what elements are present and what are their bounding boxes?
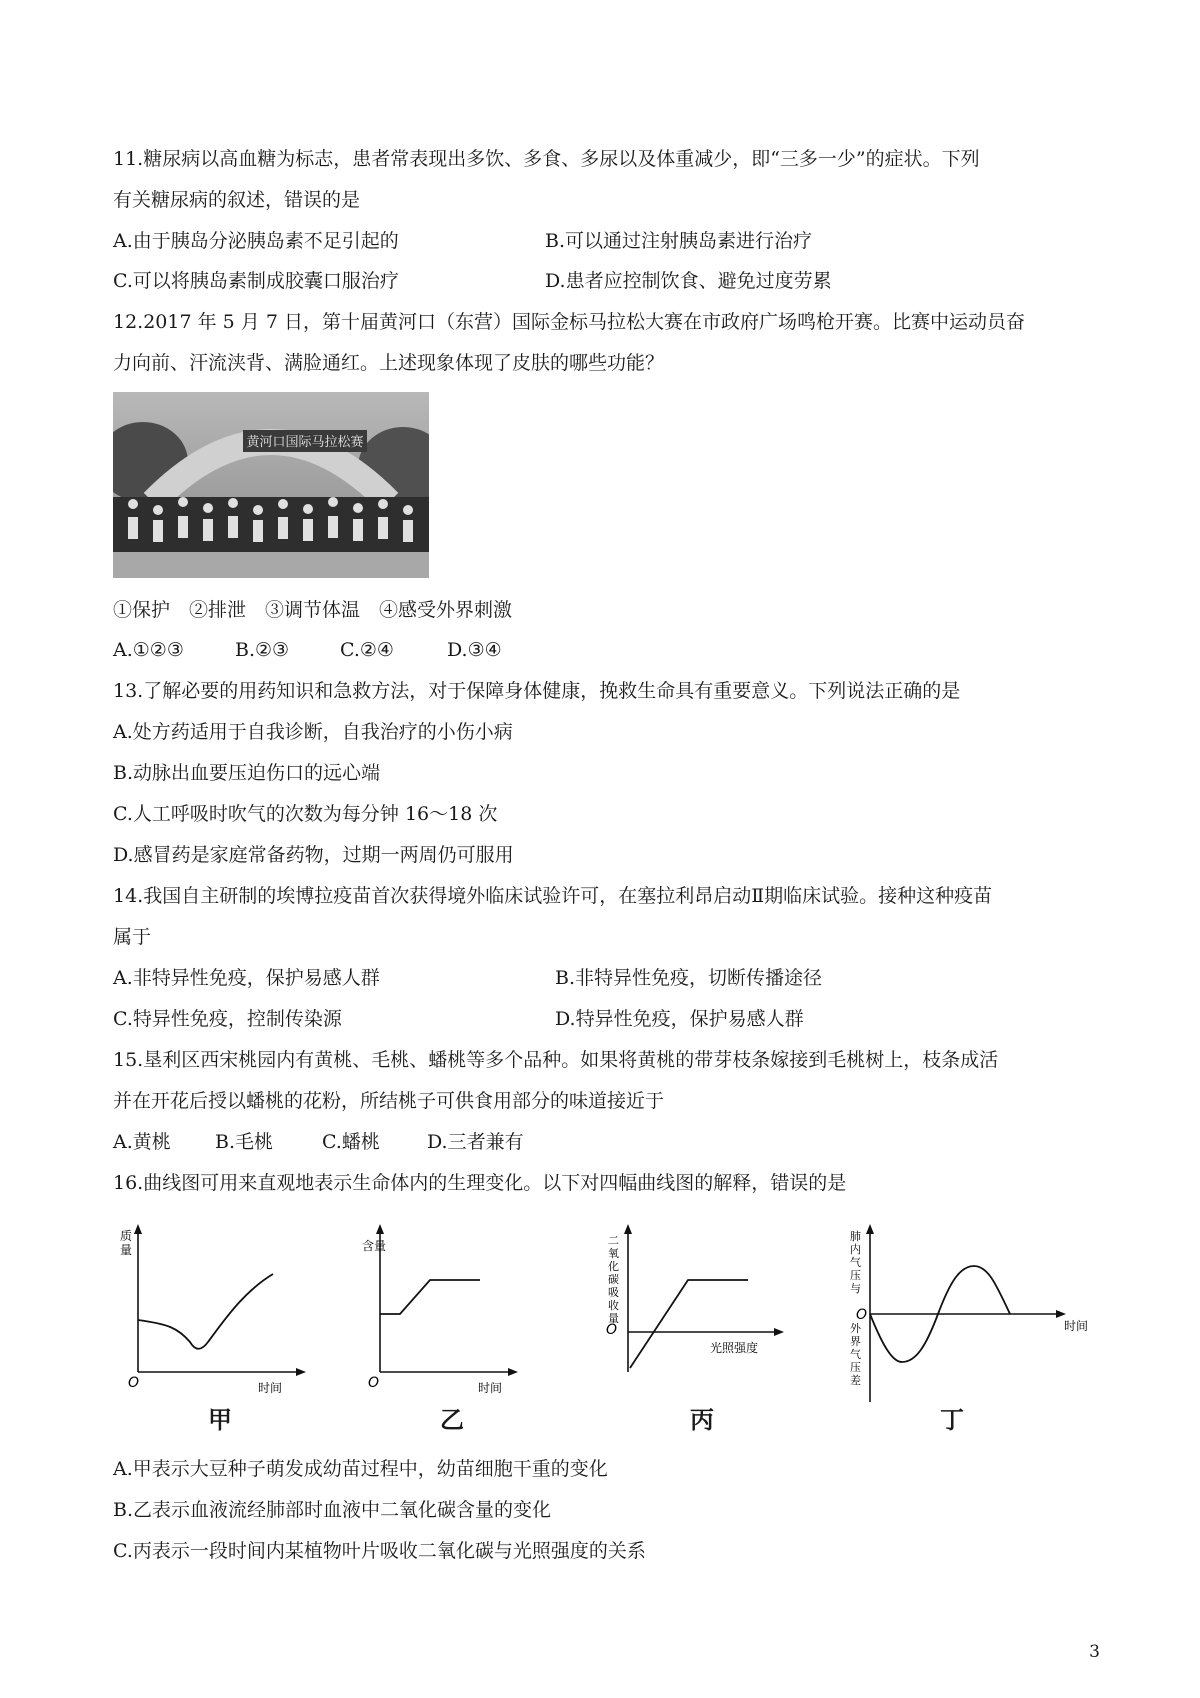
q12-option-d: D.③④ [447,639,502,661]
graph-bing [588,1222,788,1402]
q15-option-d: D.三者兼有 [427,1131,524,1153]
graph-yi-origin: O [368,1375,380,1391]
graph-bing-origin: O [606,1322,618,1338]
graph-jia [108,1222,308,1402]
q16-stem: 16.曲线图可用来直观地表示生命体内的生理变化。以下对四幅曲线图的解释，错误的是 [113,1172,847,1194]
q12-stem-line1: 12.2017 年 5 月 7 日，第十届黄河口（东营）国际金标马拉松大赛在市政府广场鸣枪开赛。比赛中运动员奋 [113,311,1025,333]
q13-option-c: C.人工呼吸时吹气的次数为每分钟 16～18 次 [113,803,498,825]
svg-text:收: 收 [608,1299,619,1312]
graph-yi-ylabel: 含量 [362,1239,387,1253]
q11-option-b: B.可以通过注射胰岛素进行治疗 [545,230,813,252]
graph-bing-xlabel: 光照强度 [710,1341,759,1355]
q12-option-c: C.②④ [340,639,394,661]
q13-option-d: D.感冒药是家庭常备药物，过期一两周仍可服用 [113,844,514,866]
graph-ding-label: 丁 [940,1405,964,1434]
q15-stem-line1: 15.垦利区西宋桃园内有黄桃、毛桃、蟠桃等多个品种。如果将黄桃的带芽枝条嫁接到毛桃树上，枝条成活 [113,1049,999,1071]
svg-text:碳: 碳 [608,1273,619,1286]
graph-ding-xlabel: 时间 [1064,1319,1089,1333]
svg-text:气: 气 [850,1256,861,1269]
svg-text:差: 差 [850,1374,861,1387]
q14-stem-line2: 属于 [113,926,152,948]
marathon-photo [113,392,429,578]
graph-jia-xlabel: 时间 [258,1381,283,1395]
svg-text:量: 量 [608,1312,619,1325]
q14-option-b: B.非特异性免疫，切断传播途径 [555,967,823,989]
q14-option-d: D.特异性免疫，保护易感人群 [555,1008,804,1030]
svg-text:内: 内 [850,1243,861,1256]
q16-option-b: B.乙表示血液流经肺部时血液中二氧化碳含量的变化 [113,1499,552,1521]
q12-stem-line2: 力向前、汗流浃背、满脸通红。上述现象体现了皮肤的哪些功能？ [113,352,665,374]
q15-option-b: B.毛桃 [215,1131,274,1153]
q11-stem-line2: 有关糖尿病的叙述，错误的是 [113,189,361,211]
q11-option-d: D.患者应控制饮食、避免过度劳累 [545,270,832,292]
graph-jia-ylabel-1: 质 [120,1229,133,1243]
graph-bing-label: 丙 [690,1405,714,1434]
q14-option-a: A.非特异性免疫，保护易感人群 [113,967,380,989]
graph-jia-label: 甲 [208,1405,232,1434]
q13-stem: 13.了解必要的用药知识和急救方法，对于保障身体健康，挽救生命具有重要意义。下列说法正确的是 [113,680,961,702]
q13-option-a: A.处方药适用于自我诊断，自我治疗的小伤小病 [113,721,513,743]
graph-ding-origin: O [856,1307,868,1323]
q12-items: ①保护 ②排泄 ③调节体温 ④感受外界刺激 [113,599,513,621]
svg-text:外: 外 [850,1322,861,1335]
q15-option-a: A.黄桃 [113,1131,171,1153]
graph-jia-origin: O [128,1375,140,1391]
graph-yi-xlabel: 时间 [478,1381,503,1395]
graph-yi-label: 乙 [440,1405,464,1434]
q15-stem-line2: 并在开花后授以蟠桃的花粉，所结桃子可供食用部分的味道接近于 [113,1090,665,1112]
svg-text:与: 与 [850,1282,861,1295]
q12-option-a: A.①②③ [113,639,184,661]
q11-option-c: C.可以将胰岛素制成胶囊口服治疗 [113,270,399,292]
q15-option-c: C.蟠桃 [322,1131,380,1153]
q12-option-b: B.②③ [235,639,290,661]
graph-jia-ylabel-2: 量 [120,1243,133,1257]
q14-stem-line1: 14.我国自主研制的埃博拉疫苗首次获得境外临床试验许可，在塞拉利昂启动Ⅱ期临床试验。接种这种疫苗 [113,885,993,907]
q11-stem-line1: 11.糖尿病以高血糖为标志，患者常表现出多饮、多食、多尿以及体重减少，即“三多一少”的症状。下列 [113,148,980,170]
q13-option-b: B.动脉出血要压迫伤口的远心端 [113,762,381,784]
graph-yi [360,1222,520,1402]
q16-option-a: A.甲表示大豆种子萌发成幼苗过程中，幼苗细胞干重的变化 [113,1458,608,1480]
q14-option-c: C.特异性免疫，控制传染源 [113,1008,342,1030]
svg-text:氧: 氧 [608,1247,619,1260]
svg-text:化: 化 [608,1260,619,1273]
graph-bing-ylabel [608,1234,619,1325]
photo-banner-text: 黄河口国际马拉松赛 [246,435,364,450]
svg-text:压: 压 [850,1361,861,1374]
page-number: 3 [1089,1642,1100,1662]
svg-text:吸: 吸 [608,1286,619,1299]
svg-text:压: 压 [850,1269,861,1282]
svg-text:气: 气 [850,1348,861,1361]
q16-option-c: C.丙表示一段时间内某植物叶片吸收二氧化碳与光照强度的关系 [113,1540,646,1562]
graph-ding [820,1222,1092,1412]
svg-text:二: 二 [608,1234,619,1247]
svg-text:肺: 肺 [850,1230,861,1243]
svg-text:界: 界 [850,1335,861,1348]
q11-option-a: A.由于胰岛分泌胰岛素不足引起的 [113,230,399,252]
